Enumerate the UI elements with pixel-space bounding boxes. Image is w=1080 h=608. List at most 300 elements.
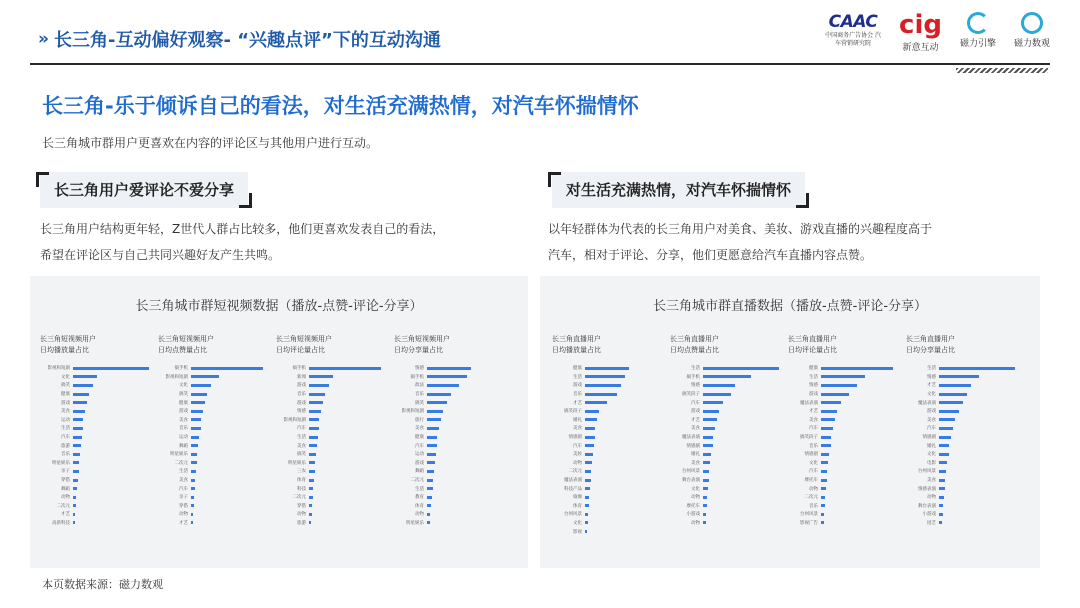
- chart-row-label: 影视广告: [800, 520, 818, 526]
- chart-row-label: 魔法表演: [800, 400, 818, 406]
- chart-bar: [309, 393, 325, 396]
- chart-row: [394, 364, 471, 373]
- chart-row: [158, 433, 263, 442]
- chart-bar: [191, 521, 193, 524]
- chart-bar: [703, 384, 735, 387]
- chart-bar: [309, 453, 316, 456]
- chart-row-label: 旅游: [297, 520, 306, 526]
- chart-bar: [427, 367, 471, 370]
- cili-engine-logo: [960, 12, 996, 49]
- chart-row-label: 明星娱乐: [170, 452, 188, 458]
- chart-row: [158, 510, 263, 519]
- chart-bar: [585, 530, 587, 533]
- left-section-line: 长三角用户结构更年轻，Z世代人群占比较多，他们更喜欢发表自己的看法，: [40, 222, 445, 236]
- chart-row: [670, 390, 779, 399]
- chart-row-label: 汽车: [809, 469, 818, 475]
- chart-row-label: 体育: [415, 503, 424, 509]
- chart-bar: [821, 393, 849, 396]
- chart-row-label: 旅游: [61, 443, 70, 449]
- chart-row: [906, 381, 1015, 390]
- chart-column-header: 长三角短视频用户: [276, 335, 332, 343]
- header-divider: [30, 63, 1050, 65]
- chart-bar: [703, 444, 713, 447]
- chart-bar: [73, 479, 78, 482]
- chart-row: [788, 433, 893, 442]
- chart-column: [394, 334, 471, 527]
- chart-row-label: 搞笑: [179, 392, 188, 398]
- live-stream-panel-title: 长三角城市群直播数据（播放-点赞-评论-分享）: [652, 299, 928, 314]
- chart-row-label: 动物: [927, 495, 936, 501]
- chart-column-subheader: 日均评论量占比: [788, 346, 837, 354]
- chart-row: [670, 364, 779, 373]
- chart-bar: [939, 418, 955, 421]
- cili-shuguan-icon: [1021, 12, 1043, 34]
- chart-row-label: 文化: [809, 460, 818, 466]
- chart-row-label: 健康: [179, 400, 188, 406]
- chart-row: [394, 502, 471, 511]
- chart-row: [670, 433, 779, 442]
- chart-row-label: 小游戏: [686, 512, 700, 518]
- chart-bar: [703, 427, 715, 430]
- chart-row-label: 游戏: [415, 460, 424, 466]
- chart-column: [670, 334, 779, 527]
- chart-bar: [309, 401, 323, 404]
- chart-bar: [821, 461, 828, 464]
- chart-row: [788, 407, 893, 416]
- chart-bar: [191, 418, 201, 421]
- chart-row: [906, 484, 1015, 493]
- chart-bar: [309, 410, 321, 413]
- chart-row-label: 生活: [297, 435, 306, 441]
- chart-bar: [309, 496, 313, 499]
- chart-bar: [73, 513, 75, 516]
- chart-bar: [73, 453, 80, 456]
- short-video-panel-title: 长三角城市群短视频数据（播放-点赞-评论-分享）: [135, 299, 423, 314]
- chart-row: [40, 510, 149, 519]
- left-section-line: 希望在评论区与自己共同兴趣好友产生共鸣。: [40, 248, 281, 262]
- chart-row: [276, 373, 381, 382]
- chart-bar: [585, 496, 589, 499]
- chart-row: [906, 424, 1015, 433]
- intro-text: 长三角城市群用户更喜欢在内容的评论区与其他用户进行互动。: [42, 136, 379, 150]
- chart-row: [670, 493, 779, 502]
- chart-bar: [585, 479, 591, 482]
- chart-bar: [73, 393, 89, 396]
- chart-bar: [191, 427, 201, 430]
- chart-column-subheader: 日均播放量占比: [40, 346, 89, 354]
- chart-bar: [703, 487, 708, 490]
- chart-bar: [585, 384, 621, 387]
- chart-bar: [73, 427, 83, 430]
- chart-column-header: 长三角直播用户: [906, 335, 955, 343]
- chart-row: [552, 476, 629, 485]
- chart-bar: [191, 453, 197, 456]
- chart-bar: [309, 461, 315, 464]
- chart-row-label: 文化: [927, 452, 936, 458]
- chart-row-label: 运动: [179, 435, 188, 441]
- chart-row-label: 动物: [573, 460, 582, 466]
- chart-row: [670, 519, 779, 528]
- chart-bar: [191, 401, 205, 404]
- chart-bar: [821, 453, 829, 456]
- chart-row: [670, 398, 779, 407]
- chart-row: [394, 459, 471, 468]
- chart-column: [158, 334, 263, 527]
- chart-row: [158, 519, 263, 528]
- chart-row: [276, 364, 381, 373]
- chart-bar: [821, 367, 893, 370]
- chart-row: [670, 484, 779, 493]
- chart-bar: [703, 410, 719, 413]
- chart-row-label: 二次元: [568, 469, 582, 475]
- chart-row: [40, 459, 149, 468]
- chart-row: [158, 476, 263, 485]
- chart-bar: [703, 367, 779, 370]
- chart-row-label: 生活: [179, 469, 188, 475]
- chart-row: [276, 450, 381, 459]
- chart-bar: [73, 461, 79, 464]
- chart-row: [394, 476, 471, 485]
- chart-bar: [821, 436, 831, 439]
- chart-row-label: 文化: [61, 374, 70, 380]
- chart-bar: [427, 393, 451, 396]
- chart-row-label: 动物: [415, 512, 424, 518]
- chart-row: [670, 373, 779, 382]
- chart-row-label: 才艺: [809, 409, 818, 415]
- chart-column-subheader: 日均点赞量占比: [670, 346, 719, 354]
- right-section-body: [548, 216, 932, 268]
- chart-row: [40, 416, 149, 425]
- page-title: 长三角-互动偏好观察- “兴趣点评”下的互动沟通: [53, 30, 441, 51]
- chart-row-label: 台州风景: [918, 469, 936, 475]
- chart-row: [788, 373, 893, 382]
- chart-column: [40, 334, 149, 527]
- chart-row-label: 搞笑: [297, 452, 306, 458]
- cili-engine-icon: [967, 12, 989, 34]
- chart-row-label: 美食: [809, 417, 818, 423]
- right-section-line: 以年轻群体为代表的长三角用户对美食、美妆、游戏直播的兴趣程度高于: [548, 222, 933, 236]
- cili-shuguan-label: 磁力数观: [1013, 39, 1050, 49]
- chart-row: [40, 364, 149, 373]
- page-subtitle: 长三角-乐于倾诉自己的看法，对生活充满热情，对汽车怀揣情怀: [42, 94, 639, 118]
- chart-column-subheader: 日均分享量占比: [906, 346, 955, 354]
- chart-bar: [939, 427, 953, 430]
- chart-bar: [821, 479, 827, 482]
- chart-bar: [703, 496, 707, 499]
- chart-row: [552, 433, 629, 442]
- chart-row-label: 美食: [927, 478, 936, 484]
- chart-bar: [939, 393, 967, 396]
- chart-row-label: 搞笑: [61, 383, 70, 389]
- chart-row: [906, 416, 1015, 425]
- chart-row: [906, 398, 1015, 407]
- chart-bar: [703, 418, 717, 421]
- chart-bar: [73, 367, 149, 370]
- chart-bar: [821, 496, 825, 499]
- chart-row: [788, 484, 893, 493]
- chart-bar: [427, 401, 447, 404]
- chart-bar: [427, 504, 431, 507]
- caac-logo-text: CAAC: [828, 12, 878, 32]
- chart-bar: [703, 453, 711, 456]
- chart-row: [158, 381, 263, 390]
- chart-bar: [309, 367, 381, 370]
- chart-bar: [585, 470, 591, 473]
- chart-row: [394, 390, 471, 399]
- chart-row-label: 健康: [61, 392, 70, 398]
- chart-row-label: 美食: [179, 478, 188, 484]
- chart-column-subheader: 日均分享量占比: [394, 346, 443, 354]
- header-stripe-decoration: [956, 68, 1048, 73]
- chart-bar: [585, 375, 625, 378]
- chart-row-label: 明星娱乐: [288, 460, 306, 466]
- chart-row-label: 游戏: [179, 409, 188, 415]
- chart-row-label: 游戏: [809, 392, 818, 398]
- chart-column-header: 长三角短视频用户: [40, 335, 96, 343]
- chart-bar: [585, 367, 629, 370]
- chart-row-label: 健康: [809, 366, 818, 372]
- chart-row: [40, 493, 149, 502]
- chart-column: [906, 334, 1015, 527]
- chart-bar: [309, 479, 314, 482]
- chart-row-label: 电影: [927, 460, 936, 466]
- chart-row-label: 美食: [927, 417, 936, 423]
- caac-logo: [825, 12, 881, 48]
- chart-row: [276, 381, 381, 390]
- chart-row-label: 科技产品: [564, 486, 582, 492]
- chart-bar: [939, 521, 942, 524]
- chart-bar: [191, 470, 196, 473]
- chart-row: [394, 510, 471, 519]
- chart-row-label: 才艺: [61, 512, 70, 518]
- chart-column-header: 长三角短视频用户: [158, 335, 214, 343]
- chart-row-label: 影视和短剧: [47, 366, 70, 372]
- chart-row-label: 情感剧: [568, 435, 582, 441]
- chart-row-label: 亲子: [61, 469, 70, 475]
- chart-row-label: 美食: [691, 460, 700, 466]
- chart-row-label: 音乐: [809, 503, 818, 509]
- chart-bar: [585, 393, 617, 396]
- chart-row-label: 婚礼: [927, 443, 936, 449]
- chart-row: [552, 493, 629, 502]
- chart-row: [906, 502, 1015, 511]
- chart-row-label: 文化: [691, 486, 700, 492]
- chart-bar: [191, 410, 203, 413]
- chart-bar: [585, 444, 594, 447]
- chart-bar: [821, 521, 824, 524]
- chart-row: [552, 424, 629, 433]
- chart-row-label: 舞台表演: [918, 503, 936, 509]
- chart-row-label: 动物: [61, 495, 70, 501]
- chart-bar: [703, 461, 710, 464]
- chart-row-label: 影视和短剧: [283, 417, 306, 423]
- logo-bar: [825, 12, 1050, 53]
- chart-row: [276, 441, 381, 450]
- chart-bar: [821, 401, 841, 404]
- chart-row-label: 音乐: [809, 443, 818, 449]
- chart-row-label: 生活: [691, 366, 700, 372]
- chart-row: [394, 398, 471, 407]
- chart-row: [40, 441, 149, 450]
- chart-row: [158, 424, 263, 433]
- chart-bar: [309, 436, 318, 439]
- chart-bar: [191, 367, 263, 370]
- chart-row-label: 美食: [691, 426, 700, 432]
- chart-bar: [191, 384, 211, 387]
- chart-bar: [73, 401, 87, 404]
- chart-row: [158, 467, 263, 476]
- chart-row: [40, 398, 149, 407]
- chart-row-label: 搞笑段子: [682, 392, 700, 398]
- chart-bar: [939, 461, 947, 464]
- chart-bar: [585, 436, 595, 439]
- chart-row: [276, 416, 381, 425]
- chart-bar: [703, 375, 751, 378]
- chart-bar: [939, 504, 943, 507]
- chart-row: [158, 364, 263, 373]
- chart-row-label: 台州风景: [682, 469, 700, 475]
- chart-row-label: 情感: [927, 374, 936, 380]
- chart-row-label: 体育: [573, 503, 582, 509]
- chart-row: [40, 484, 149, 493]
- chart-row: [158, 398, 263, 407]
- chart-row: [906, 519, 1015, 528]
- chart-row: [788, 519, 893, 528]
- chart-row: [552, 502, 629, 511]
- chart-row-label: 汽车: [809, 426, 818, 432]
- chart-bar: [309, 513, 312, 516]
- chart-row-label: 搞笑段子: [564, 409, 582, 415]
- chart-row-label: 高新科技: [52, 520, 70, 526]
- chart-row-label: 美食: [297, 443, 306, 449]
- chart-row-label: 三农: [297, 469, 306, 475]
- chart-row-label: 汽车: [179, 486, 188, 492]
- chart-row-label: 运动: [415, 452, 424, 458]
- chart-row: [552, 484, 629, 493]
- chart-row: [394, 407, 471, 416]
- chart-row: [906, 441, 1015, 450]
- chart-row-label: 美食: [573, 426, 582, 432]
- chart-bar: [939, 410, 959, 413]
- chart-row-label: 美食: [415, 426, 424, 432]
- chart-row: [552, 407, 629, 416]
- chart-bar: [309, 521, 311, 524]
- chart-row-label: 二次元: [174, 460, 188, 466]
- chart-row-label: 情感: [297, 409, 306, 415]
- chart-row: [906, 373, 1015, 382]
- chart-bar: [427, 487, 433, 490]
- chart-bar: [939, 401, 963, 404]
- caac-logo-subtext: 中国商务广告协会 汽车营销研究院: [825, 32, 881, 47]
- header-title-group: [38, 26, 441, 52]
- chart-row: [40, 390, 149, 399]
- chart-row-label: 二次元: [292, 495, 306, 501]
- chart-row: [158, 450, 263, 459]
- chart-bar: [73, 504, 76, 507]
- chart-row-label: 明星娱乐: [406, 520, 424, 526]
- right-section-line: 汽车，相对于评论、分享，他们更愿意给汽车直播内容点赞。: [548, 248, 873, 262]
- chart-bar: [427, 418, 441, 421]
- chart-bar: [939, 513, 943, 516]
- chart-bar: [309, 375, 333, 378]
- chart-bar: [939, 453, 949, 456]
- short-video-data-panel: [30, 276, 528, 568]
- chart-row: [670, 502, 779, 511]
- chart-row: [552, 459, 629, 468]
- chart-bar: [585, 427, 595, 430]
- chart-bar: [309, 427, 319, 430]
- chart-row-label: 汽车: [691, 400, 700, 406]
- chart-bar: [309, 470, 315, 473]
- chart-row: [670, 450, 779, 459]
- chart-row: [670, 476, 779, 485]
- chart-column-subheader: 日均评论量占比: [276, 346, 325, 354]
- chart-row-label: 穿搭: [179, 503, 188, 509]
- chart-bar: [309, 444, 317, 447]
- chart-row-label: 二次元: [804, 495, 818, 501]
- chart-row-label: 汽车: [297, 426, 306, 432]
- chart-bar: [703, 521, 706, 524]
- chart-row-label: 音乐: [297, 392, 306, 398]
- chart-row-label: 新闻: [297, 374, 306, 380]
- chart-bar: [821, 513, 824, 516]
- chart-row-label: 游戏: [573, 383, 582, 389]
- chart-row-label: 文化: [179, 383, 188, 389]
- chart-bar: [703, 393, 731, 396]
- chart-row-label: 情感表演: [918, 486, 936, 492]
- chart-row: [788, 424, 893, 433]
- cili-shuguan-logo: [1014, 12, 1050, 49]
- chart-column-subheader: 日均点赞量占比: [158, 346, 207, 354]
- live-stream-data-panel: [540, 276, 1040, 568]
- chart-row: [394, 467, 471, 476]
- chart-bar: [427, 384, 459, 387]
- chart-row: [394, 416, 471, 425]
- chart-column-header: 长三角短视频用户: [394, 335, 450, 343]
- right-section-title: 对生活充满热情，对汽车怀揣情怀: [552, 172, 805, 208]
- chart-row-label: 搞手机: [292, 366, 306, 372]
- chart-bar: [191, 504, 194, 507]
- chart-row: [670, 416, 779, 425]
- chart-row-label: 运动: [61, 417, 70, 423]
- chart-row-label: 汽车: [61, 435, 70, 441]
- chart-row: [158, 493, 263, 502]
- chart-column-header: 长三角直播用户: [552, 335, 601, 343]
- chart-row-label: 音乐: [573, 392, 582, 398]
- chart-bar: [309, 504, 312, 507]
- chart-row: [276, 390, 381, 399]
- chart-row-label: 情感: [809, 383, 818, 389]
- chart-bar: [427, 496, 432, 499]
- chart-row-label: 生活: [61, 426, 70, 432]
- chart-bar: [939, 384, 971, 387]
- chart-row: [158, 441, 263, 450]
- chart-row: [788, 467, 893, 476]
- chart-bar: [585, 513, 588, 516]
- chart-row-label: 穿搭: [61, 478, 70, 484]
- chart-row-label: 游戏: [927, 409, 936, 415]
- chart-row: [394, 450, 471, 459]
- chart-bar: [73, 470, 79, 473]
- chart-bar: [73, 496, 76, 499]
- chart-bar: [191, 461, 197, 464]
- chart-bar: [939, 496, 944, 499]
- chart-row-label: 搞手机: [174, 366, 188, 372]
- chart-column: [788, 334, 893, 527]
- chart-bar: [703, 401, 723, 404]
- chart-bar: [191, 436, 199, 439]
- chart-row-label: 汽车: [927, 426, 936, 432]
